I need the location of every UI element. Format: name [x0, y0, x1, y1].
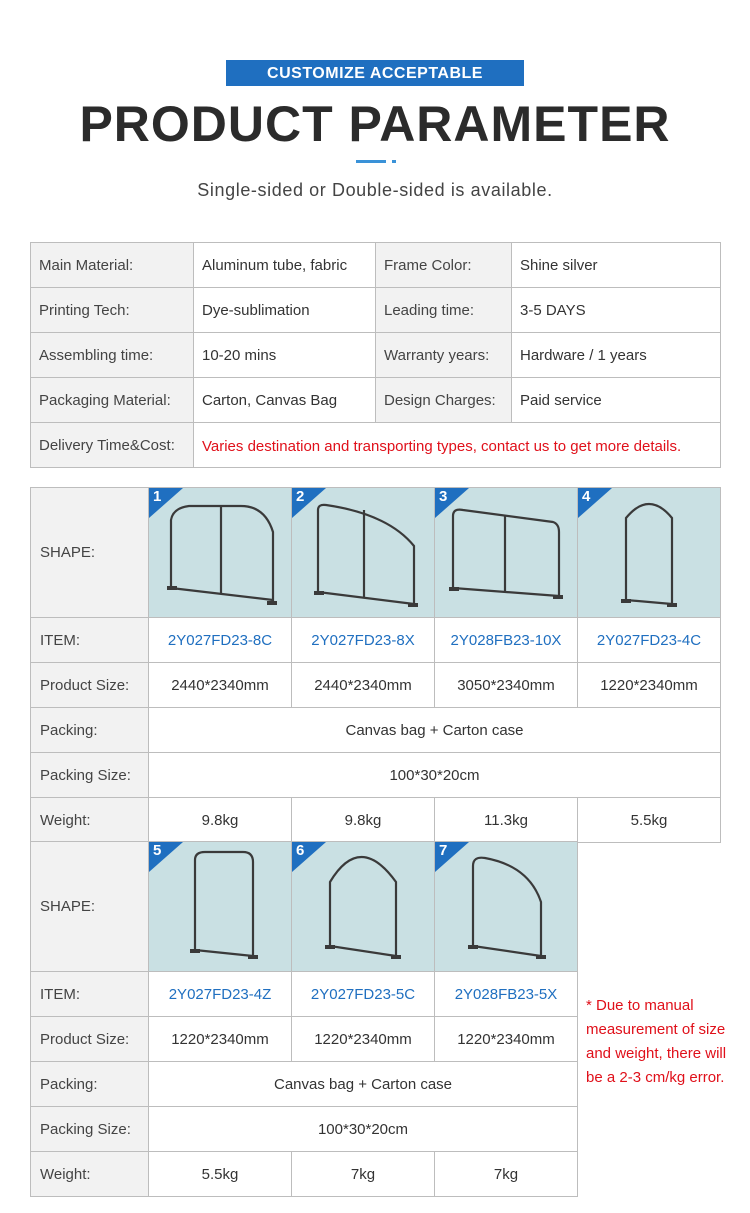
parameter-table	[30, 242, 721, 468]
packing-row	[31, 708, 721, 753]
shape-number: 2	[296, 488, 305, 505]
packing-size-label: Packing Size:	[31, 1107, 149, 1152]
item-row	[31, 618, 721, 663]
param-value: Carton, Canvas Bag	[194, 378, 376, 423]
item-label: ITEM:	[31, 972, 149, 1017]
title-accent-dot	[392, 160, 396, 163]
packing-size-label: Packing Size:	[31, 753, 149, 798]
product-size-label: Product Size:	[31, 1017, 149, 1062]
parameter-row	[31, 333, 721, 378]
shape-row	[31, 488, 721, 618]
measurement-note: * Due to manual measurement of size and weight, there will be a 2-3 cm/kg error.	[586, 997, 727, 1086]
packing-label: Packing:	[31, 1062, 149, 1107]
product-size-row	[31, 1017, 578, 1062]
shape-cell-1	[149, 488, 292, 618]
shape-number: 3	[439, 488, 448, 505]
param-value: Shine silver	[512, 243, 721, 288]
product-size: 1220*2340mm	[292, 1017, 435, 1062]
weight-value: 5.5kg	[578, 798, 721, 843]
weight-row	[31, 1152, 578, 1197]
item-code: 2Y028FB23-10X	[435, 618, 578, 663]
shape-number: 5	[153, 842, 162, 859]
delivery-value: Varies destination and transporting types, contact us to get more details.	[194, 423, 721, 468]
product-size-label: Product Size:	[31, 663, 149, 708]
weight-label: Weight:	[31, 1152, 149, 1197]
page-subtitle: Single-sided or Double-sided is available.	[197, 180, 553, 200]
weight-value: 9.8kg	[292, 798, 435, 843]
packing-value: Canvas bag + Carton case	[149, 1062, 578, 1107]
packing-label: Packing:	[31, 708, 149, 753]
slant-frame-icon	[435, 488, 578, 618]
item-label: ITEM:	[31, 618, 149, 663]
product-size: 1220*2340mm	[578, 663, 721, 708]
shape-cell-3	[435, 488, 578, 618]
shape-cell-7	[435, 842, 578, 972]
parameter-row	[31, 378, 721, 423]
arch-frame-icon	[292, 842, 435, 972]
param-value: Hardware / 1 years	[512, 333, 721, 378]
param-value: Aluminum tube, fabric	[194, 243, 376, 288]
shape-label: SHAPE:	[31, 842, 149, 972]
item-code: 2Y027FD23-4Z	[149, 972, 292, 1017]
shape-number: 6	[296, 842, 305, 859]
weight-value: 5.5kg	[149, 1152, 292, 1197]
packing-size-value: 100*30*20cm	[149, 1107, 578, 1152]
param-label: Assembling time:	[31, 333, 194, 378]
shape-cell-4	[578, 488, 721, 618]
param-value: Paid service	[512, 378, 721, 423]
weight-value: 7kg	[292, 1152, 435, 1197]
shape-cell-6	[292, 842, 435, 972]
item-code: 2Y027FD23-8X	[292, 618, 435, 663]
item-row	[31, 972, 578, 1017]
param-label: Leading time:	[376, 288, 512, 333]
param-label: Design Charges:	[376, 378, 512, 423]
arch-right-frame-icon	[149, 488, 292, 618]
param-value: Dye-sublimation	[194, 288, 376, 333]
product-size: 2440*2340mm	[149, 663, 292, 708]
delivery-label: Delivery Time&Cost:	[31, 423, 194, 468]
weight-row	[31, 798, 721, 843]
product-size: 2440*2340mm	[292, 663, 435, 708]
delivery-row	[31, 423, 721, 468]
shape-table-1	[30, 487, 721, 843]
packing-size-row	[31, 753, 721, 798]
weight-value: 11.3kg	[435, 798, 578, 843]
title-accent-bar	[356, 160, 386, 163]
item-code: 2Y027FD23-4C	[578, 618, 721, 663]
shape-number: 1	[153, 488, 162, 505]
weight-label: Weight:	[31, 798, 149, 843]
arch-door-frame-icon	[578, 488, 721, 618]
parameter-row	[31, 243, 721, 288]
shape-number: 4	[582, 488, 591, 505]
shape-cell-5	[149, 842, 292, 972]
shape-number: 7	[439, 842, 448, 859]
param-value: 3-5 DAYS	[512, 288, 721, 333]
shape-row	[31, 842, 578, 972]
shape-label: SHAPE:	[31, 488, 149, 618]
rounded-rect-frame-icon	[149, 842, 292, 972]
shape-cell-2	[292, 488, 435, 618]
param-label: Printing Tech:	[31, 288, 194, 333]
param-label: Main Material:	[31, 243, 194, 288]
param-label: Packaging Material:	[31, 378, 194, 423]
slant-curve-frame-icon	[292, 488, 435, 618]
shape-table-2	[30, 841, 578, 1197]
item-code: 2Y028FB23-5X	[435, 972, 578, 1017]
packing-value: Canvas bag + Carton case	[149, 708, 721, 753]
packing-row	[31, 1062, 578, 1107]
customize-badge: CUSTOMIZE ACCEPTABLE	[226, 60, 524, 86]
item-code: 2Y027FD23-8C	[149, 618, 292, 663]
product-size: 3050*2340mm	[435, 663, 578, 708]
curved-top-frame-icon	[435, 842, 578, 972]
param-label: Warranty years:	[376, 333, 512, 378]
item-code: 2Y027FD23-5C	[292, 972, 435, 1017]
packing-size-value: 100*30*20cm	[149, 753, 721, 798]
page-title: PRODUCT PARAMETER	[79, 96, 671, 152]
weight-value: 7kg	[435, 1152, 578, 1197]
parameter-row	[31, 288, 721, 333]
packing-size-row	[31, 1107, 578, 1152]
param-label: Frame Color:	[376, 243, 512, 288]
product-size: 1220*2340mm	[435, 1017, 578, 1062]
param-value: 10-20 mins	[194, 333, 376, 378]
weight-value: 9.8kg	[149, 798, 292, 843]
product-size-row	[31, 663, 721, 708]
product-size: 1220*2340mm	[149, 1017, 292, 1062]
